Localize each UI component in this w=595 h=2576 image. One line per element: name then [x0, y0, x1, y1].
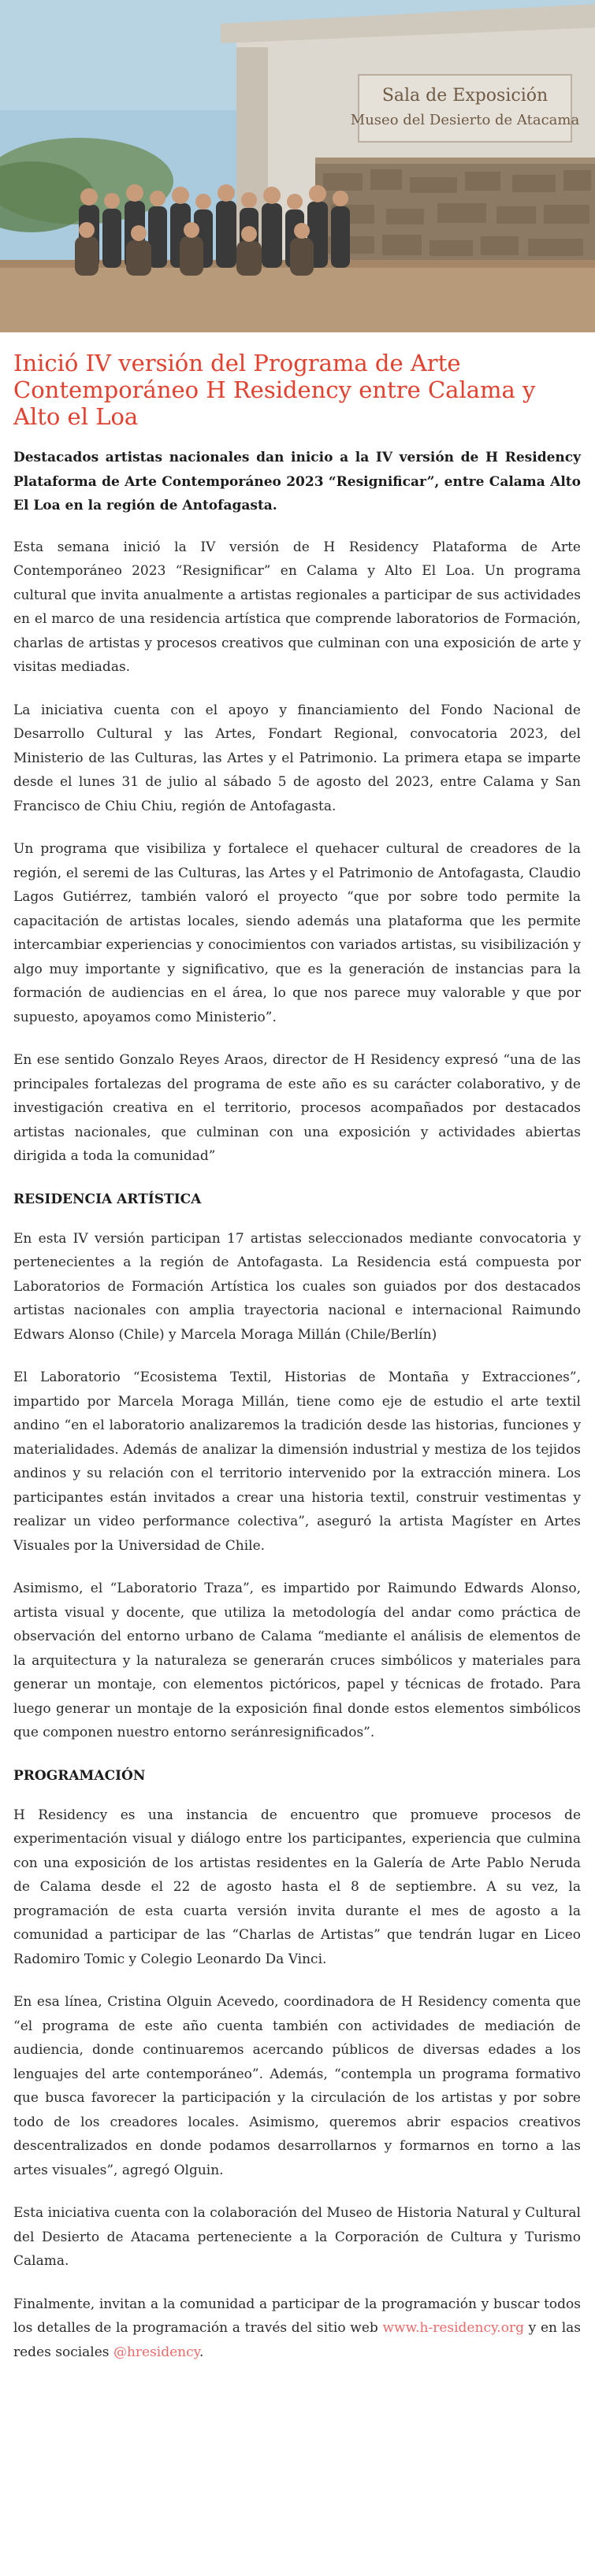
- museum-sign: [359, 75, 571, 142]
- paragraph: Asimismo, el “Laboratorio Traza”, es impartido por Raimundo Edwards Alonso, artista visual y docente, que utiliza la metodología del andar como práctica de observación del entorno urbano de Calama “mediante el análisis de elementos de la arquitectura y la naturaleza se generarán cruces simbólicos y materiales para generar un montaje, con elementos pictóricos, papel y técnicas de frotado. Para luego generar un montaje de la exposición final donde estos elementos simbólicos que componen nuestro entorno seránresignificados”.: [13, 1581, 581, 1740]
- website-link[interactable]: www.h-residency.org: [382, 2320, 524, 2336]
- section-heading-programacion: PROGRAMACIÓN: [13, 1767, 146, 1784]
- paragraph: La iniciativa cuenta con el apoyo y financiamiento del Fondo Nacional de Desarrollo Cultural y las Artes, Fondart Regional, convocatoria 2023, del Ministerio de las Culturas, las Artes y el Patrimonio. La primera etapa se imparte desde el lunes 31 de julio al sábado 5 de agosto del 2023, entre Calama y San Francisco de Chiu Chiu, región de Antofagasta.: [13, 702, 581, 814]
- paragraph: H Residency es una instancia de encuentro que promueve procesos de experimentación visual y diálogo entre los participantes, experiencia que culmina con una exposición de los artistas residentes en la Galería de Arte Pablo Neruda de Calama desde el 22 de agosto hasta el 8 de septiembre. A su vez, la programación de esta cuarta versión invita durante el mes de agosto a la comunidad a participar de las “Charlas de Artistas” que tendrán lugar en Liceo Radomiro Tomic y Colegio Leonardo Da Vinci.: [13, 1807, 581, 1967]
- closing-text: .: [199, 2344, 204, 2360]
- closing-paragraph: [13, 2292, 581, 2365]
- article-title: Inició IV versión del Programa de Arte Contemporáneo H Residency entre Calama y Alto el Loa: [13, 350, 536, 430]
- article-lead: Destacados artistas nacionales dan inicio a la IV versión de H Residency Plataforma de Arte Contemporáneo 2023 “Resignificar”, entre Calama Alto El Loa en la región de Antofagasta.: [13, 450, 581, 513]
- paragraph: Esta semana inició la IV versión de H Residency Plataforma de Arte Contemporáneo 2023 “Resignificar” en Calama y Alto El Loa. Un programa cultural que invita anualmente a artistas regionales a participar de sus actividades en el marco de una residencia artística que comprende laboratorios de Formación, charlas de artistas y procesos creativos que culminan con una exposición de arte y visitas mediadas.: [13, 539, 581, 675]
- closing-text: Finalmente, invitan a la comunidad a participar de la programación y buscar todos los detalles de la programación a través del sitio web: [13, 2296, 581, 2336]
- article: [13, 339, 581, 2383]
- closing-text: y en las redes sociales: [13, 2320, 581, 2360]
- paragraph: Un programa que visibiliza y fortalece el quehacer cultural de creadores de la región, el seremi de las Culturas, las Artes y el Patrimonio de Antofagasta, Claudio Lagos Gutiérrez, también valoró el proyecto “que por sobre todo permite la capacitación de artistas locales, siendo además una plataforma que les permite intercambiar experiencias y conocimientos con variados artistas, su visibilización y algo muy importante y significativo, que es la generación de instancias para la formación de audiencias en el área, lo que nos parece muy valorable y que por supuesto, apoyamos como Ministerio”.: [13, 841, 581, 1025]
- sign-line-1: Sala de Exposición: [381, 86, 549, 106]
- hero-illustration: [0, 0, 595, 332]
- sign-line-2: Museo del Desierto de Atacama: [350, 112, 580, 128]
- social-link[interactable]: @hresidency: [113, 2344, 199, 2360]
- paragraph: En esta IV versión participan 17 artistas seleccionados mediante convocatoria y pertenecientes a la región de Antofagasta. La Residencia está compuesta por Laboratorios de Formación Artística los cuales son guiados por dos destacados artistas nacionales con amplia trayectoria nacional e internacional Raimundo Edwars Alonso (Chile) y Marcela Moraga Millán (Chile/Berlín): [13, 1230, 581, 1343]
- paragraph: El Laboratorio “Ecosistema Textil, Historias de Montaña y Extracciones”, impartido por Marcela Moraga Millán, tiene como eje de estudio el arte textil andino “en el laboratorio analizaremos la tradición desde las historias, funciones y materialidades. Además de analizar la dimensión industrial y mestiza de los tejidos andinos y su relación con el territorio intervenido por la extracción minera. Los participantes están invitados a crear una historia textil, construir vestimentas y realizar un video performance colectiva”, aseguró la artista Magíster en Artes Visuales por la Universidad de Chile.: [13, 1370, 581, 1554]
- paragraph: En esa línea, Cristina Olguin Acevedo, coordinadora de H Residency comenta que “el programa de este año cuenta también con actividades de mediación de audiencia, donde continuaremos acercando públicos de diversas edades a los lenguajes del arte contemporáneo”. Además, “contempla un programa formativo que busca favorecer la participación y la circulación de los artistas y por sobre todo de los creadores locales. Asimismo, queremos abrir espacios creativos descentralizados en donde podamos desarrollarnos y formarnos en torno a las artes visuales”, agregó Olguin.: [13, 1994, 581, 2178]
- paragraph: En ese sentido Gonzalo Reyes Araos, director de H Residency expresó “una de las principales fortalezas del programa de este año es su carácter colaborativo, y de investigación creativa en el territorio, procesos acompañados por destacados artistas nacionales, que culminan con una exposición y actividades abiertas dirigida a toda la comunidad”: [13, 1052, 581, 1164]
- section-heading-residencia: RESIDENCIA ARTÍSTICA: [13, 1191, 202, 1207]
- paragraph: Esta iniciativa cuenta con la colaboración del Museo de Historia Natural y Cultural del Desierto de Atacama perteneciente a la Corporación de Cultura y Turismo Calama.: [13, 2205, 581, 2269]
- hero-photo: [0, 0, 595, 332]
